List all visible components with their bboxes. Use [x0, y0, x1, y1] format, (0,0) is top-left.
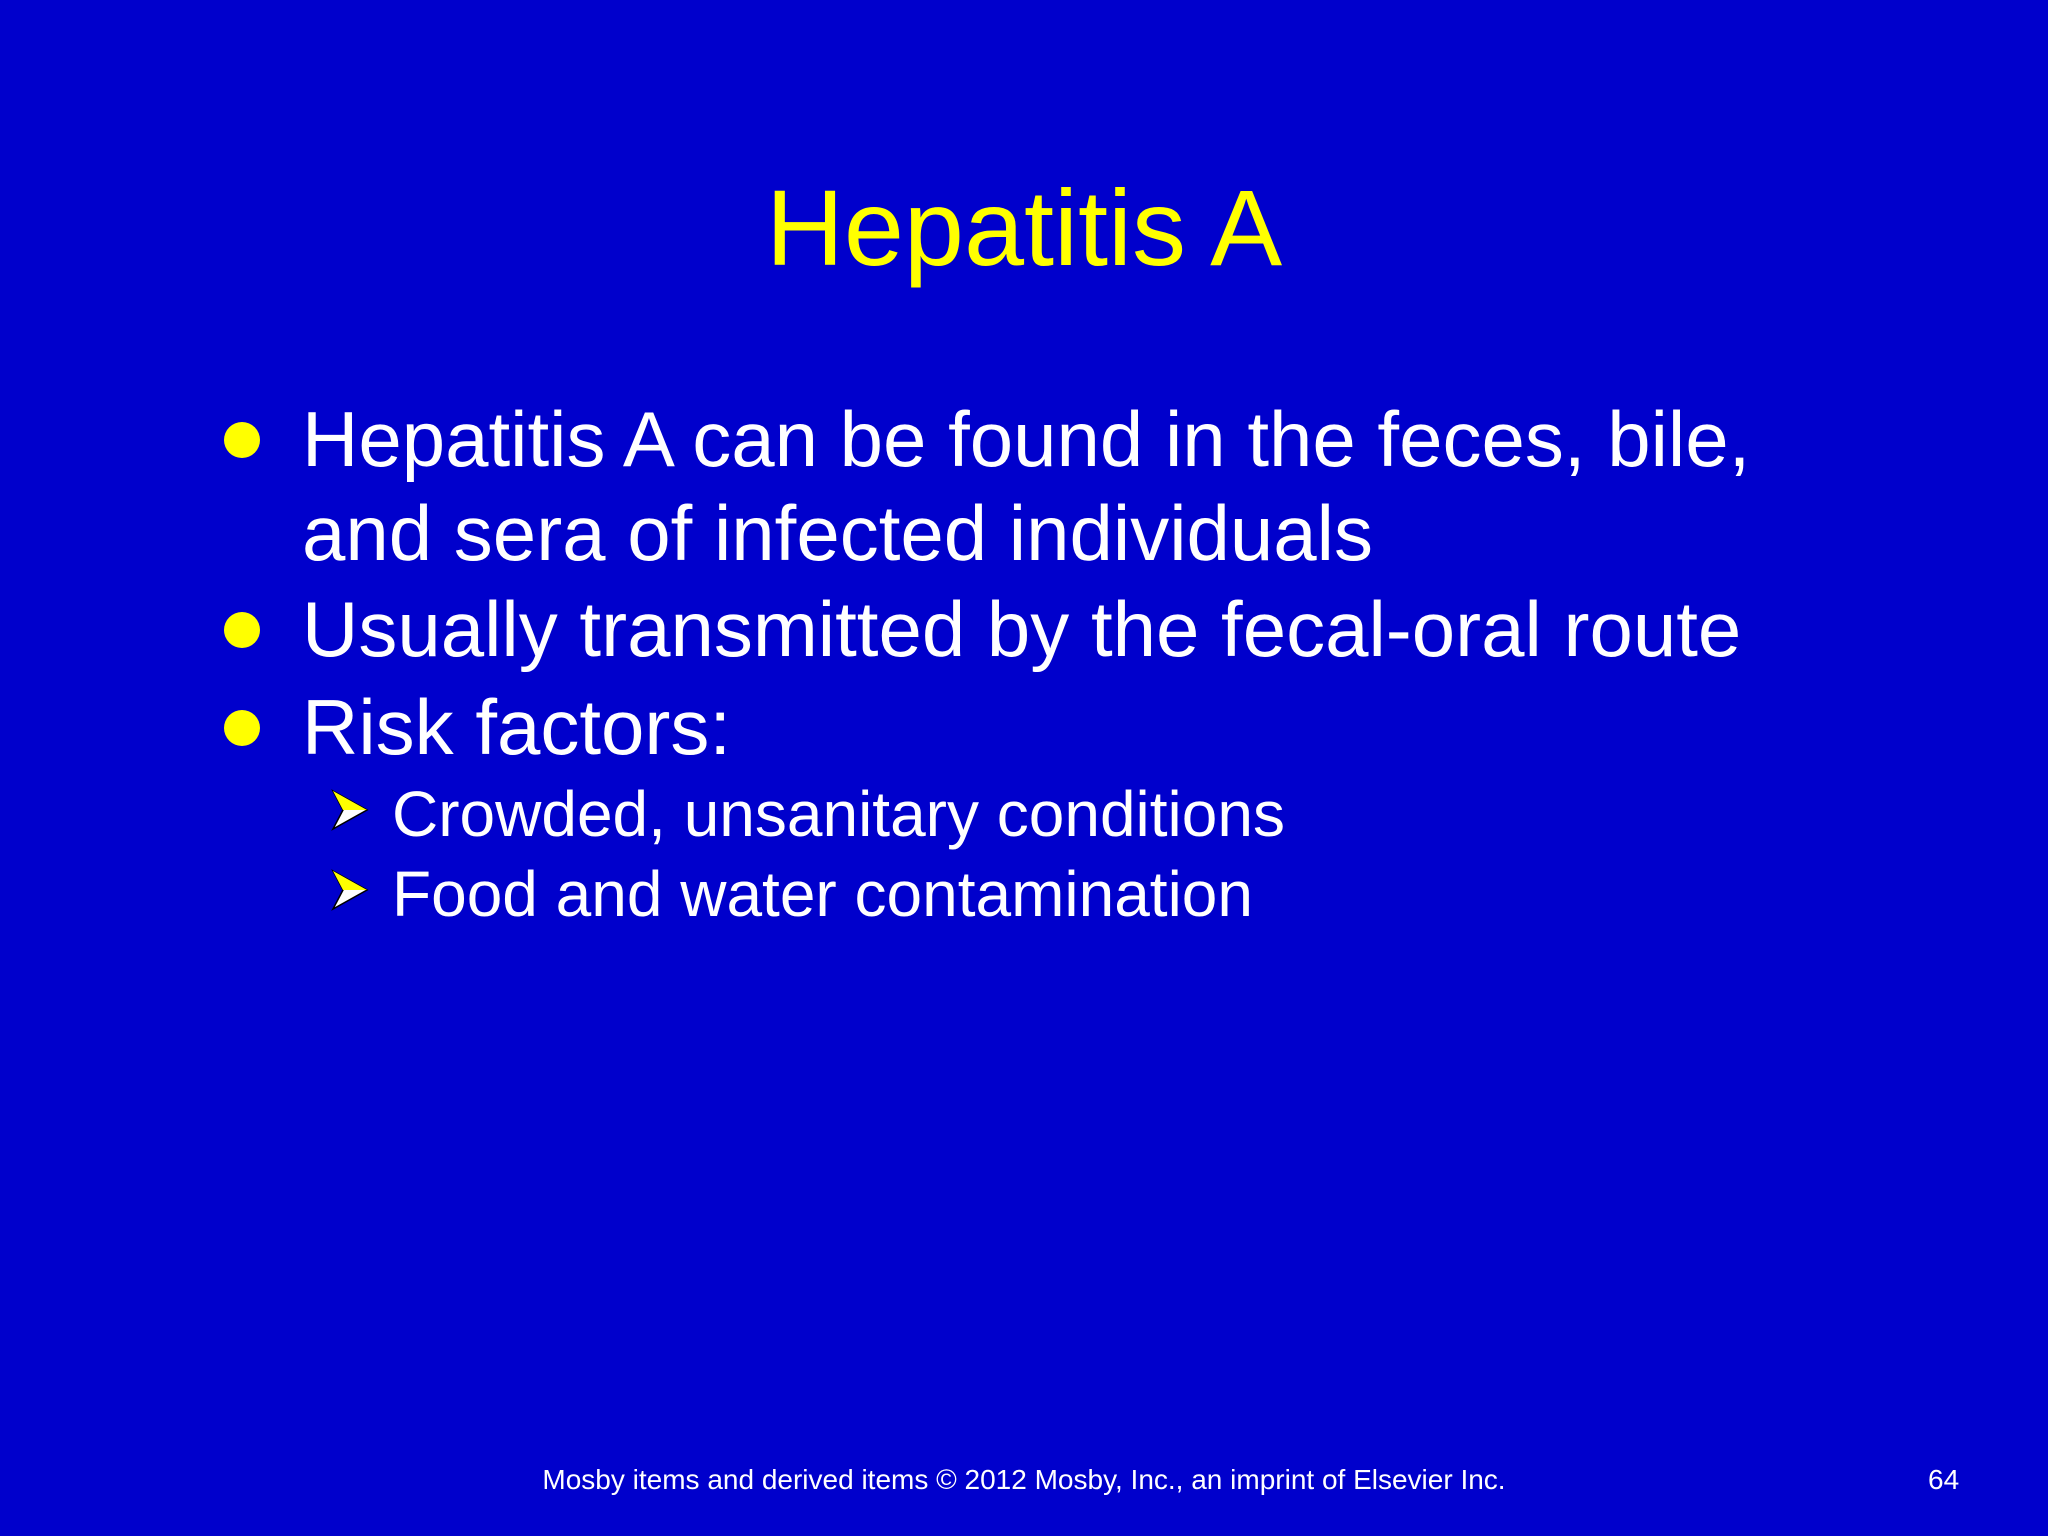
sub-bullet-text: Crowded, unsanitary conditions [392, 778, 1285, 850]
arrowhead-icon [330, 788, 370, 832]
sub-bullet-item [392, 774, 1792, 854]
bullet-text: Usually transmitted by the fecal-oral route [302, 585, 1742, 673]
sub-bullet-text: Food and water contamination [392, 858, 1253, 930]
copyright-footer: Mosby items and derived items © 2012 Mosby, Inc., an imprint of Elsevier Inc. [542, 1464, 1506, 1495]
bullet-dot-icon [224, 710, 260, 746]
bullet-text: Risk factors: [302, 683, 732, 771]
page-number: 64 [1928, 1464, 1960, 1495]
bullet-dot-icon [224, 422, 260, 458]
bullet-item [302, 680, 1862, 774]
slide-title: Hepatitis A [765, 167, 1283, 288]
arrowhead-icon [330, 868, 370, 912]
bullet-item [302, 582, 1862, 676]
bullet-text: Hepatitis A can be found in the feces, bile, and sera of infected individuals [302, 395, 1751, 577]
bullet-dot-icon [224, 612, 260, 648]
bullet-item [302, 392, 1862, 580]
sub-bullet-item [392, 854, 1792, 934]
